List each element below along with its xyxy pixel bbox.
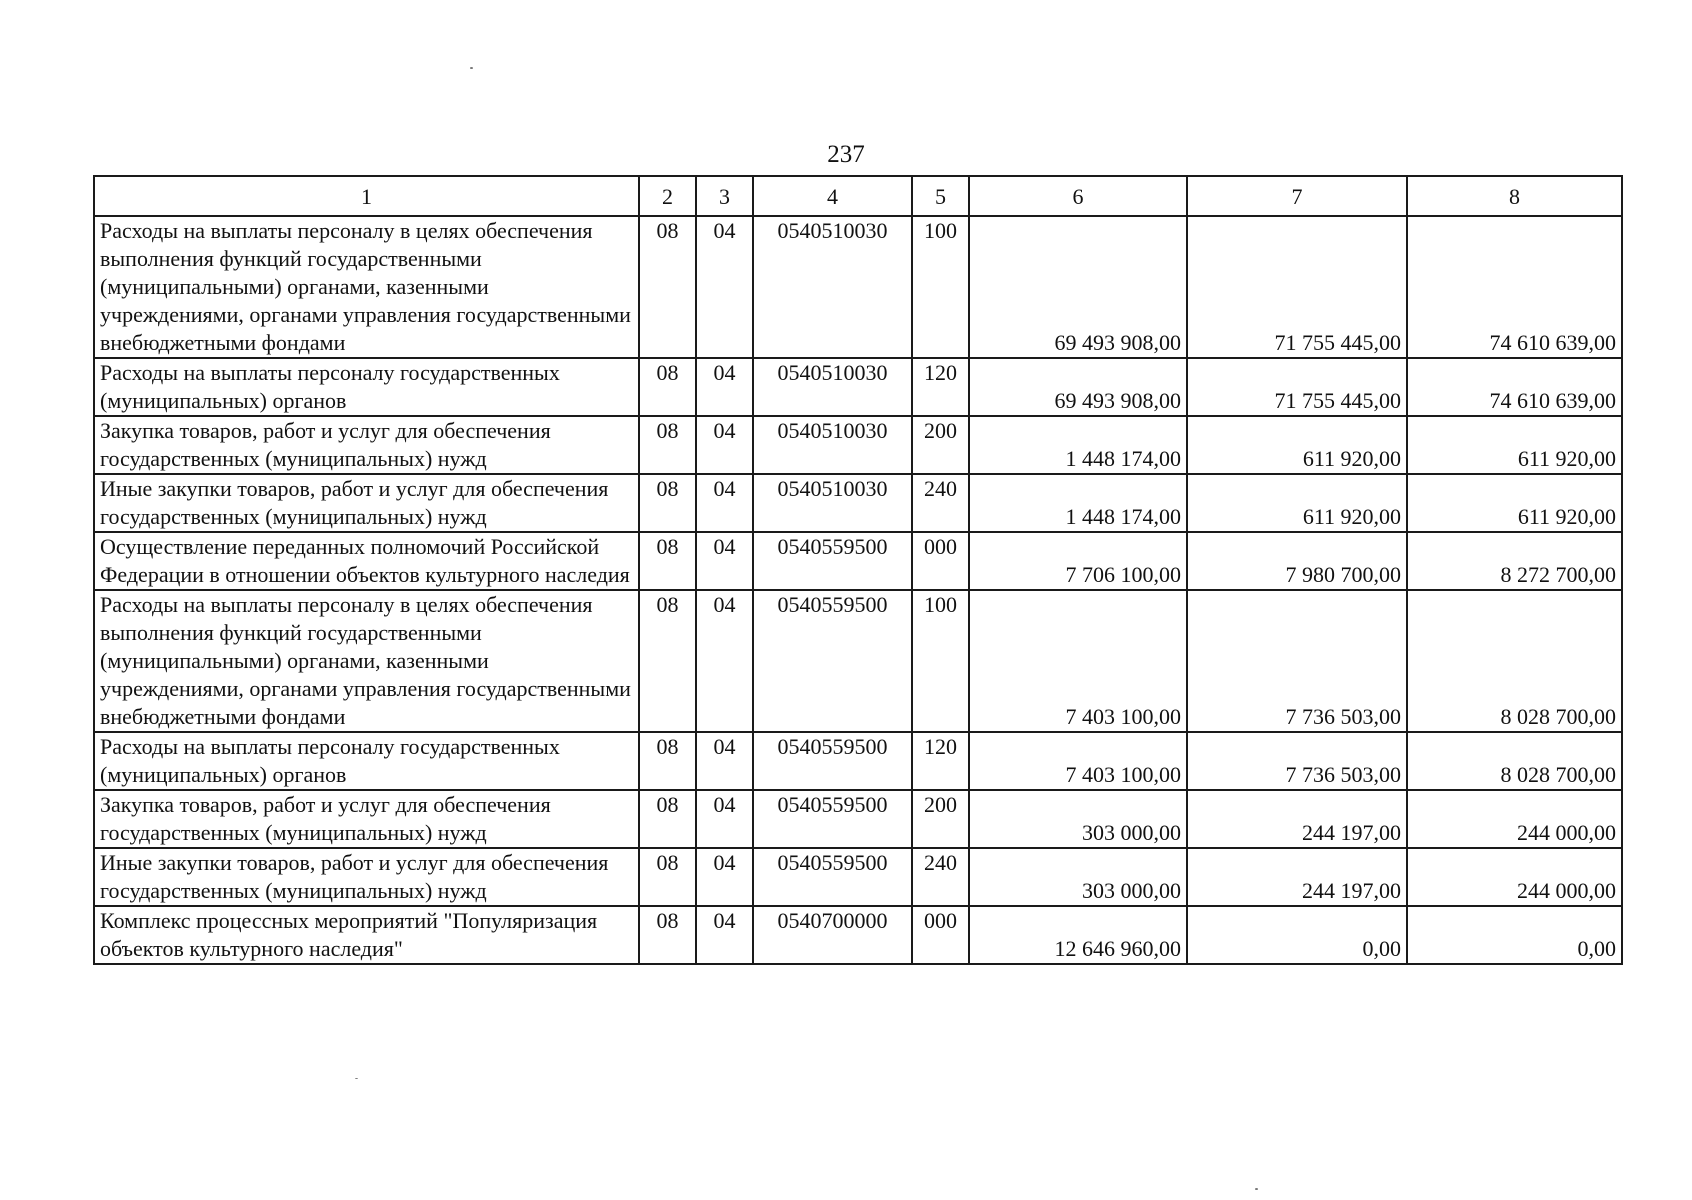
target-article-code-cell: 0540700000: [753, 906, 912, 964]
page-number: 237: [827, 141, 865, 168]
expense-type-code-cell: 200: [912, 790, 969, 848]
amount-col8-cell: 74 610 639,00: [1407, 216, 1622, 358]
amount-col7-cell: 611 920,00: [1187, 474, 1407, 532]
amount-col8-cell: 8 028 700,00: [1407, 590, 1622, 732]
scan-speck: [355, 1078, 358, 1079]
section-code-cell: 08: [639, 848, 696, 906]
column-header: 5: [912, 176, 969, 216]
amount-col8-cell: 244 000,00: [1407, 848, 1622, 906]
row-name-cell: Закупка товаров, работ и услуг для обеспечения государственных (муниципальных) нужд: [94, 790, 639, 848]
subsection-code-cell: 04: [696, 216, 753, 358]
table-header-row: [94, 176, 1622, 216]
section-code-cell: 08: [639, 358, 696, 416]
expense-type-code-cell: 120: [912, 358, 969, 416]
column-header: 1: [94, 176, 639, 216]
column-header: 6: [969, 176, 1187, 216]
scan-speck: [1255, 1188, 1258, 1190]
section-code-cell: 08: [639, 532, 696, 590]
row-name-cell: Иные закупки товаров, работ и услуг для обеспечения государственных (муниципальных) нужд: [94, 474, 639, 532]
expense-type-code-cell: 000: [912, 532, 969, 590]
amount-col8-cell: 8 028 700,00: [1407, 732, 1622, 790]
table-row: [94, 848, 1622, 906]
table-row: [94, 216, 1622, 358]
amount-col6-cell: 1 448 174,00: [969, 416, 1187, 474]
amount-col7-cell: 7 736 503,00: [1187, 732, 1407, 790]
row-name-cell: Расходы на выплаты персоналу в целях обеспечения выполнения функций государственными (муниципальными) органами, казенными учреждениями, органами управления государственными внебюджетными фондами: [94, 590, 639, 732]
amount-col8-cell: 0,00: [1407, 906, 1622, 964]
row-name-cell: Расходы на выплаты персоналу государственных (муниципальных) органов: [94, 358, 639, 416]
expense-type-code-cell: 120: [912, 732, 969, 790]
target-article-code-cell: 0540510030: [753, 216, 912, 358]
row-name-cell: Расходы на выплаты персоналу государственных (муниципальных) органов: [94, 732, 639, 790]
table-row: [94, 358, 1622, 416]
row-name-cell: Закупка товаров, работ и услуг для обеспечения государственных (муниципальных) нужд: [94, 416, 639, 474]
subsection-code-cell: 04: [696, 474, 753, 532]
target-article-code-cell: 0540559500: [753, 848, 912, 906]
section-code-cell: 08: [639, 906, 696, 964]
amount-col7-cell: 71 755 445,00: [1187, 216, 1407, 358]
row-name-cell: Осуществление переданных полномочий Российской Федерации в отношении объектов культурного наследия: [94, 532, 639, 590]
amount-col8-cell: 244 000,00: [1407, 790, 1622, 848]
target-article-code-cell: 0540510030: [753, 474, 912, 532]
table-row: [94, 532, 1622, 590]
table-row: [94, 732, 1622, 790]
amount-col8-cell: 74 610 639,00: [1407, 358, 1622, 416]
subsection-code-cell: 04: [696, 532, 753, 590]
amount-col6-cell: 7 403 100,00: [969, 732, 1187, 790]
column-header: 3: [696, 176, 753, 216]
subsection-code-cell: 04: [696, 906, 753, 964]
amount-col6-cell: 12 646 960,00: [969, 906, 1187, 964]
amount-col8-cell: 8 272 700,00: [1407, 532, 1622, 590]
subsection-code-cell: 04: [696, 358, 753, 416]
target-article-code-cell: 0540559500: [753, 790, 912, 848]
amount-col7-cell: 0,00: [1187, 906, 1407, 964]
amount-col6-cell: 7 403 100,00: [969, 590, 1187, 732]
subsection-code-cell: 04: [696, 790, 753, 848]
amount-col6-cell: 303 000,00: [969, 790, 1187, 848]
scan-speck: [470, 67, 473, 69]
expense-type-code-cell: 100: [912, 216, 969, 358]
expense-type-code-cell: 240: [912, 848, 969, 906]
section-code-cell: 08: [639, 216, 696, 358]
column-header: 8: [1407, 176, 1622, 216]
subsection-code-cell: 04: [696, 590, 753, 732]
amount-col6-cell: 303 000,00: [969, 848, 1187, 906]
target-article-code-cell: 0540559500: [753, 590, 912, 732]
table-row: [94, 590, 1622, 732]
target-article-code-cell: 0540510030: [753, 416, 912, 474]
budget-table: [93, 175, 1623, 965]
table-row: [94, 474, 1622, 532]
amount-col7-cell: 7 980 700,00: [1187, 532, 1407, 590]
section-code-cell: 08: [639, 732, 696, 790]
table-body: [94, 216, 1622, 964]
table-row: [94, 906, 1622, 964]
section-code-cell: 08: [639, 790, 696, 848]
expense-type-code-cell: 100: [912, 590, 969, 732]
expense-type-code-cell: 240: [912, 474, 969, 532]
amount-col8-cell: 611 920,00: [1407, 416, 1622, 474]
column-header: 7: [1187, 176, 1407, 216]
target-article-code-cell: 0540559500: [753, 532, 912, 590]
subsection-code-cell: 04: [696, 416, 753, 474]
amount-col8-cell: 611 920,00: [1407, 474, 1622, 532]
row-name-cell: Комплекс процессных мероприятий "Популяризация объектов культурного наследия": [94, 906, 639, 964]
amount-col6-cell: 69 493 908,00: [969, 358, 1187, 416]
section-code-cell: 08: [639, 590, 696, 732]
expense-type-code-cell: 000: [912, 906, 969, 964]
amount-col6-cell: 1 448 174,00: [969, 474, 1187, 532]
table-row: [94, 790, 1622, 848]
amount-col7-cell: 611 920,00: [1187, 416, 1407, 474]
amount-col7-cell: 7 736 503,00: [1187, 590, 1407, 732]
target-article-code-cell: 0540510030: [753, 358, 912, 416]
row-name-cell: Расходы на выплаты персоналу в целях обеспечения выполнения функций государственными (муниципальными) органами, казенными учреждениями, органами управления государственными внебюджетными фондами: [94, 216, 639, 358]
amount-col6-cell: 69 493 908,00: [969, 216, 1187, 358]
section-code-cell: 08: [639, 416, 696, 474]
subsection-code-cell: 04: [696, 732, 753, 790]
amount-col7-cell: 244 197,00: [1187, 790, 1407, 848]
amount-col7-cell: 244 197,00: [1187, 848, 1407, 906]
amount-col6-cell: 7 706 100,00: [969, 532, 1187, 590]
amount-col7-cell: 71 755 445,00: [1187, 358, 1407, 416]
section-code-cell: 08: [639, 474, 696, 532]
column-header: 2: [639, 176, 696, 216]
target-article-code-cell: 0540559500: [753, 732, 912, 790]
subsection-code-cell: 04: [696, 848, 753, 906]
table-row: [94, 416, 1622, 474]
expense-type-code-cell: 200: [912, 416, 969, 474]
column-header: 4: [753, 176, 912, 216]
row-name-cell: Иные закупки товаров, работ и услуг для обеспечения государственных (муниципальных) нужд: [94, 848, 639, 906]
